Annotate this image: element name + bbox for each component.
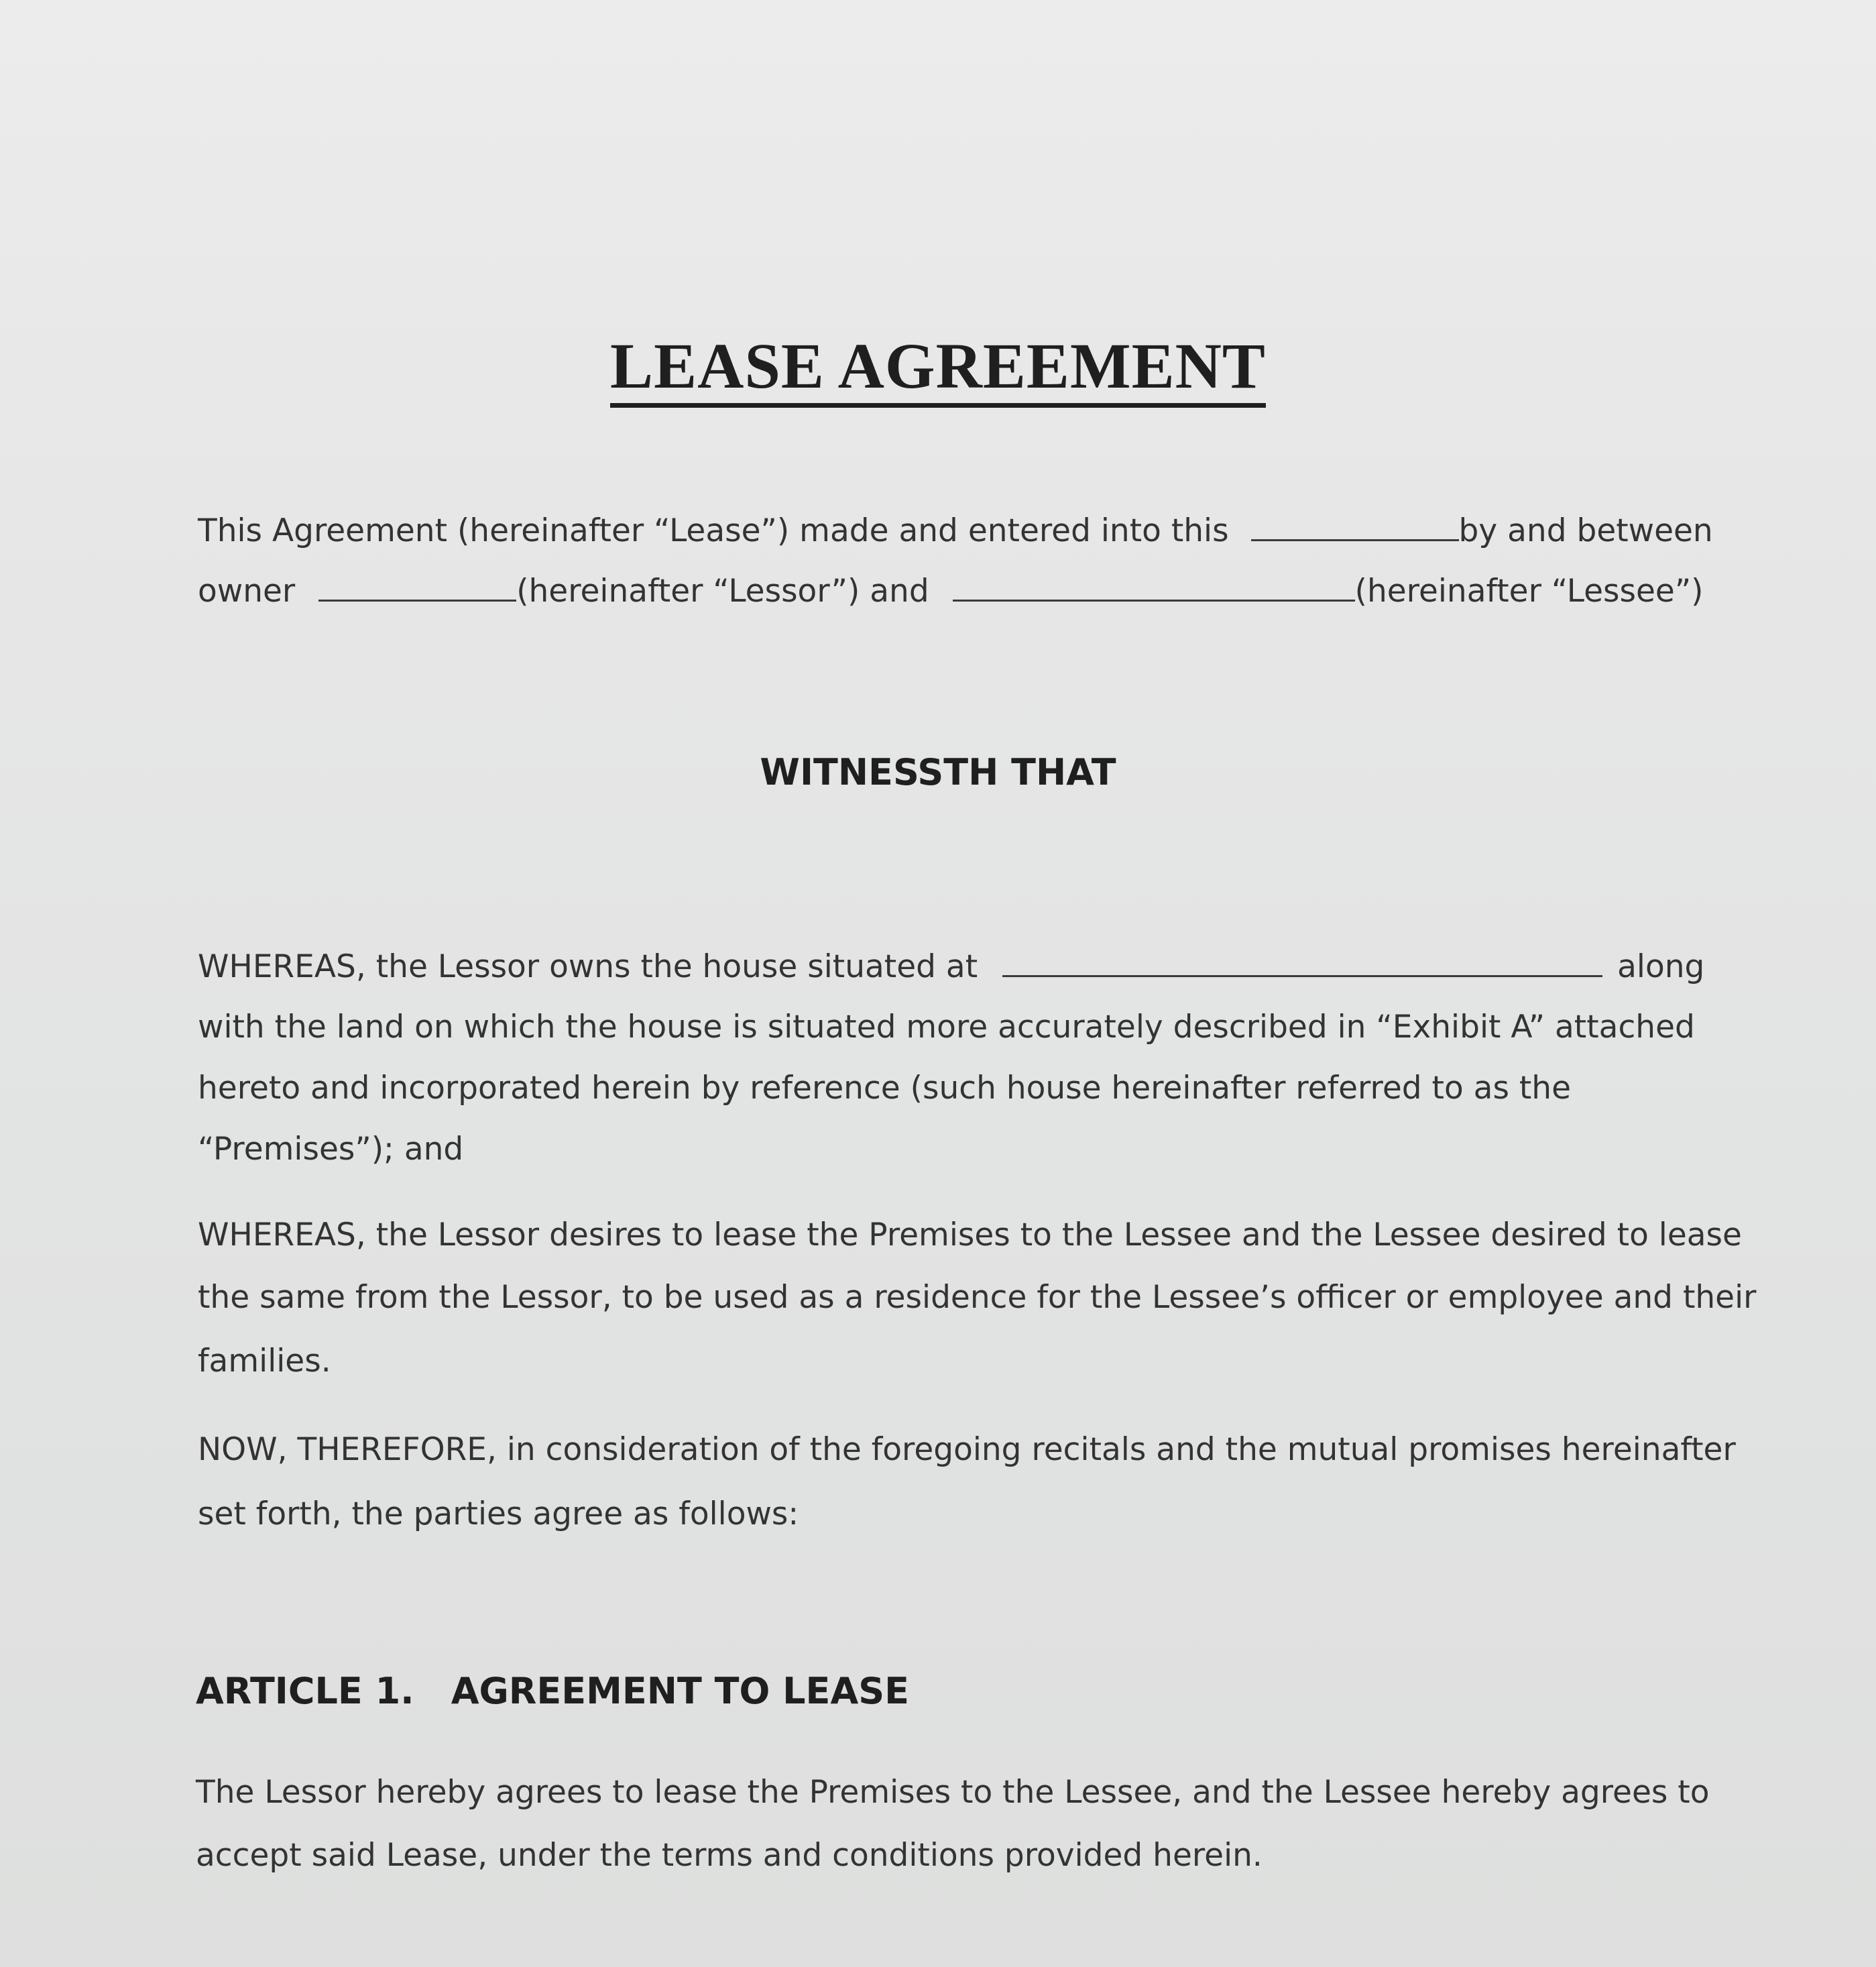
recital1-line-1 bbox=[198, 947, 1704, 987]
article1-line-1: The Lessor hereby agrees to lease the Premises to the Lessee, and the Lessee hereby agrees to bbox=[196, 1774, 1710, 1811]
intro-text-1b: by and between bbox=[1458, 512, 1713, 549]
intro-text-2b: (hereinafter “Lessor”) and bbox=[516, 573, 929, 610]
intro-text-2c: (hereinafter “Lessee”) bbox=[1354, 573, 1704, 610]
recital3-line-2: set forth, the parties agree as follows: bbox=[198, 1496, 799, 1532]
recital1-line-4: “Premises”); and bbox=[198, 1131, 464, 1168]
recital1-text-1b: along bbox=[1617, 948, 1705, 985]
lessor-blank[interactable] bbox=[318, 573, 516, 602]
document-title bbox=[0, 329, 1876, 403]
intro-line-2 bbox=[198, 571, 1704, 612]
intro-text-1a: This Agreement (hereinafter “Lease”) made and entered into this bbox=[198, 512, 1229, 549]
article-1-heading bbox=[196, 1670, 909, 1712]
article1-line-2: accept said Lease, under the terms and conditions provided herein. bbox=[196, 1837, 1263, 1874]
article-1-number: ARTICLE 1. bbox=[196, 1670, 414, 1712]
document-title-text: LEASE AGREEMENT bbox=[610, 330, 1266, 408]
recital3-line-1: NOW, THEREFORE, in consideration of the foregoing recitals and the mutual promises hereinafter bbox=[198, 1431, 1736, 1468]
recital1-text-1a: WHEREAS, the Lessor owns the house situated at bbox=[198, 948, 978, 985]
recital2-line-3: families. bbox=[198, 1343, 331, 1380]
lessee-blank[interactable] bbox=[953, 573, 1355, 602]
address-blank[interactable] bbox=[1002, 948, 1602, 977]
recital2-line-1: WHEREAS, the Lessor desires to lease the Premises to the Lessee and the Lessee desired to lease bbox=[198, 1217, 1742, 1253]
intro-text-2a: owner bbox=[198, 573, 296, 610]
recital1-line-3: hereto and incorporated herein by reference (such house hereinafter referred to as the bbox=[198, 1070, 1572, 1107]
witnesseth-heading: WITNESSTH THAT bbox=[760, 751, 1116, 793]
intro-line-1 bbox=[198, 511, 1713, 551]
article-1-title: AGREEMENT TO LEASE bbox=[451, 1670, 910, 1712]
recital1-line-2: with the land on which the house is situated more accurately described in “Exhibit A” attached bbox=[198, 1009, 1695, 1046]
recital2-line-2: the same from the Lessor, to be used as a residence for the Lessee’s officer or employee and their bbox=[198, 1279, 1757, 1316]
date-blank[interactable] bbox=[1251, 512, 1459, 541]
